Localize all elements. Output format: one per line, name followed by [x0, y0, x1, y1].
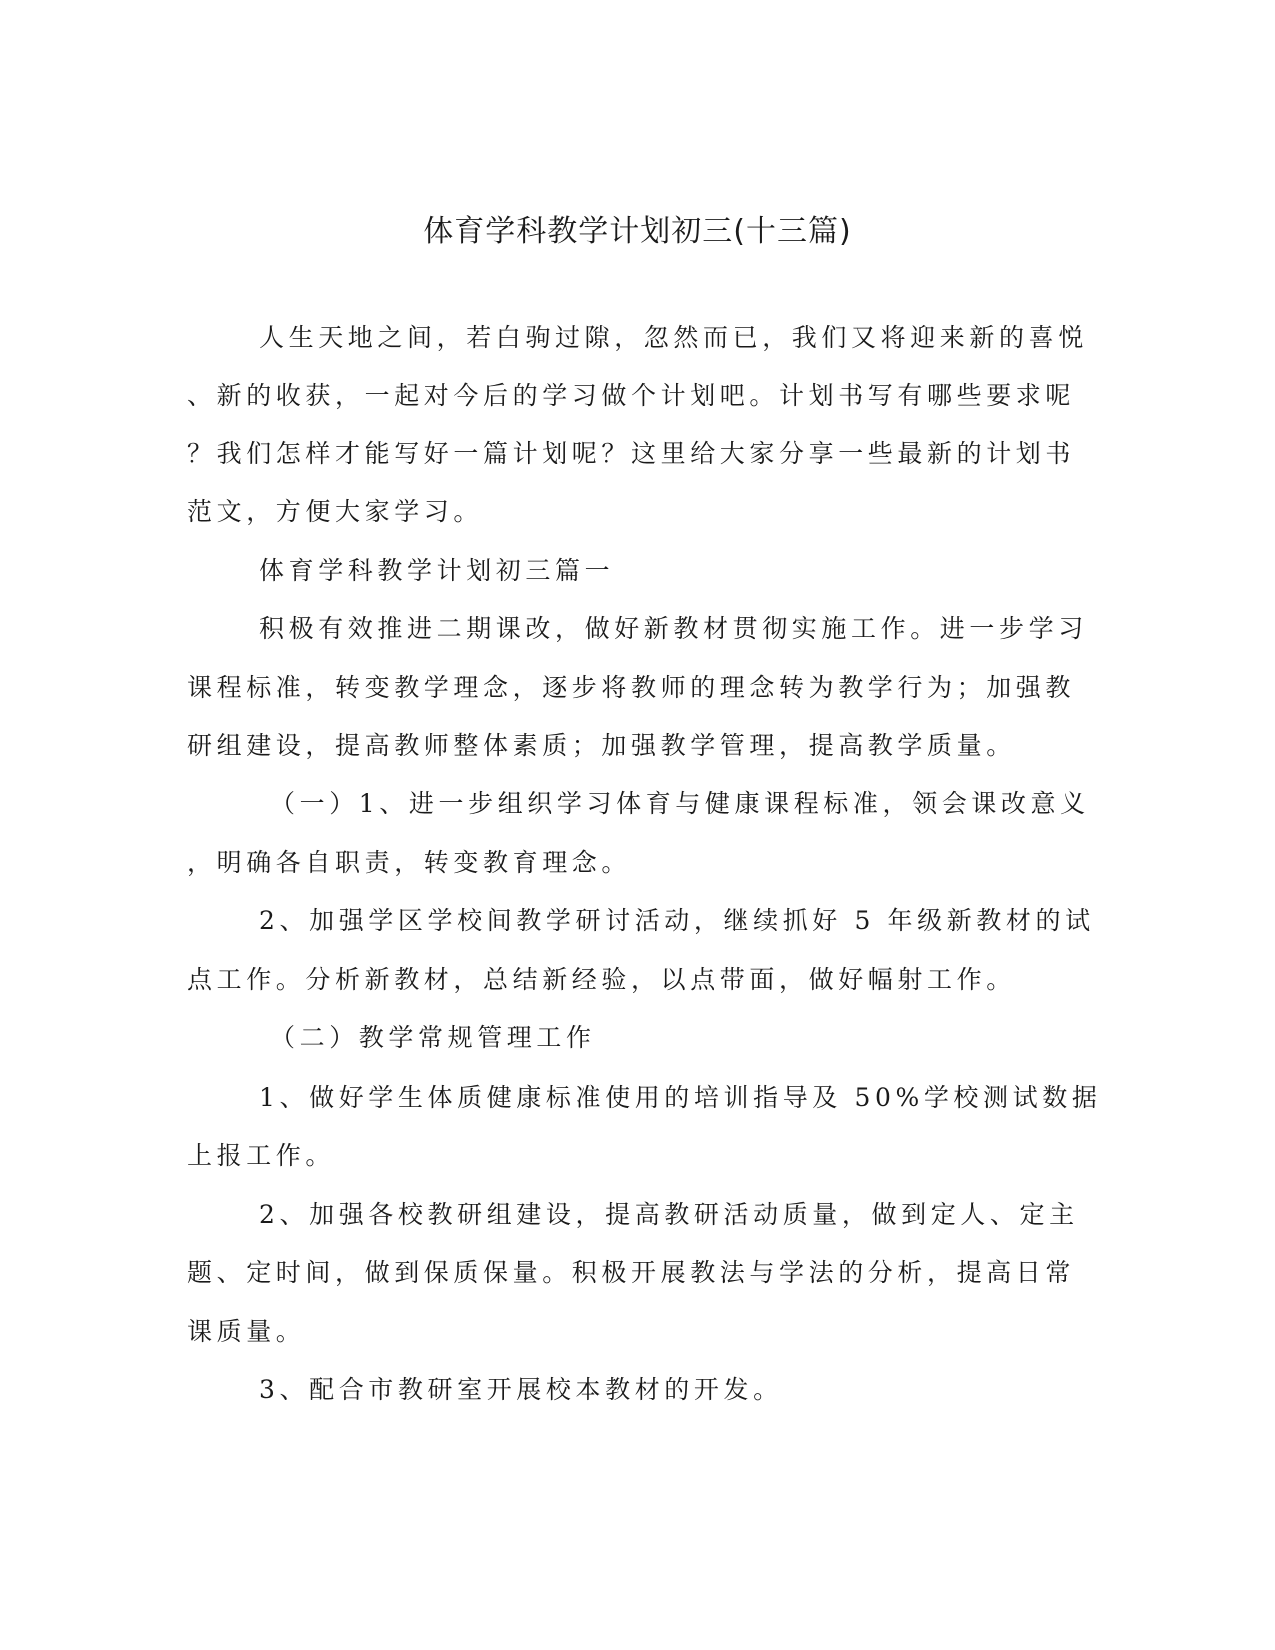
- paragraph-line: 研组建设，提高教师整体素质；加强教学管理，提高教学质量。: [187, 731, 1016, 760]
- paragraph-line: 范文，方便大家学习。: [187, 497, 484, 526]
- paragraph-line: 3、配合市教研室开展校本教材的开发。: [259, 1375, 783, 1404]
- paragraph-line: 1、做好学生体质健康标准使用的培训指导及 50%学校测试数据: [259, 1083, 1102, 1112]
- document-title: 体育学科教学计划初三(十三篇): [423, 214, 852, 249]
- paragraph-line: 积极有效推进二期课改，做好新教材贯彻实施工作。进一步学习: [259, 614, 1088, 643]
- paragraph-line: 课程标准，转变教学理念，逐步将教师的理念转为教学行为；加强教: [187, 673, 1076, 702]
- paragraph-line: ？我们怎样才能写好一篇计划呢？这里给大家分享一些最新的计划书: [187, 439, 1076, 468]
- paragraph-line: 2、加强各校教研组建设，提高教研活动质量，做到定人、定主: [259, 1200, 1079, 1229]
- paragraph-line: 、新的收获，一起对今后的学习做个计划吧。计划书写有哪些要求呢: [187, 381, 1076, 410]
- section-heading: 体育学科教学计划初三篇一: [259, 556, 615, 585]
- subsection-heading: （二）教学常规管理工作: [270, 1023, 596, 1052]
- paragraph-line: 点工作。分析新教材，总结新经验，以点带面，做好幅射工作。: [187, 965, 1016, 994]
- paragraph-line: 课质量。: [187, 1317, 306, 1346]
- paragraph-line: （一）1、进一步组织学习体育与健康课程标准，领会课改意义: [270, 789, 1090, 818]
- paragraph-line: 题、定时间，做到保质保量。积极开展教法与学法的分析，提高日常: [187, 1258, 1076, 1287]
- paragraph-line: ，明确各自职责，转变教育理念。: [187, 848, 632, 877]
- paragraph-line: 人生天地之间，若白驹过隙，忽然而已，我们又将迎来新的喜悦: [259, 323, 1088, 352]
- paragraph-line: 2、加强学区学校间教学研讨活动，继续抓好 5 年级新教材的试: [259, 906, 1095, 935]
- paragraph-line: 上报工作。: [187, 1141, 336, 1170]
